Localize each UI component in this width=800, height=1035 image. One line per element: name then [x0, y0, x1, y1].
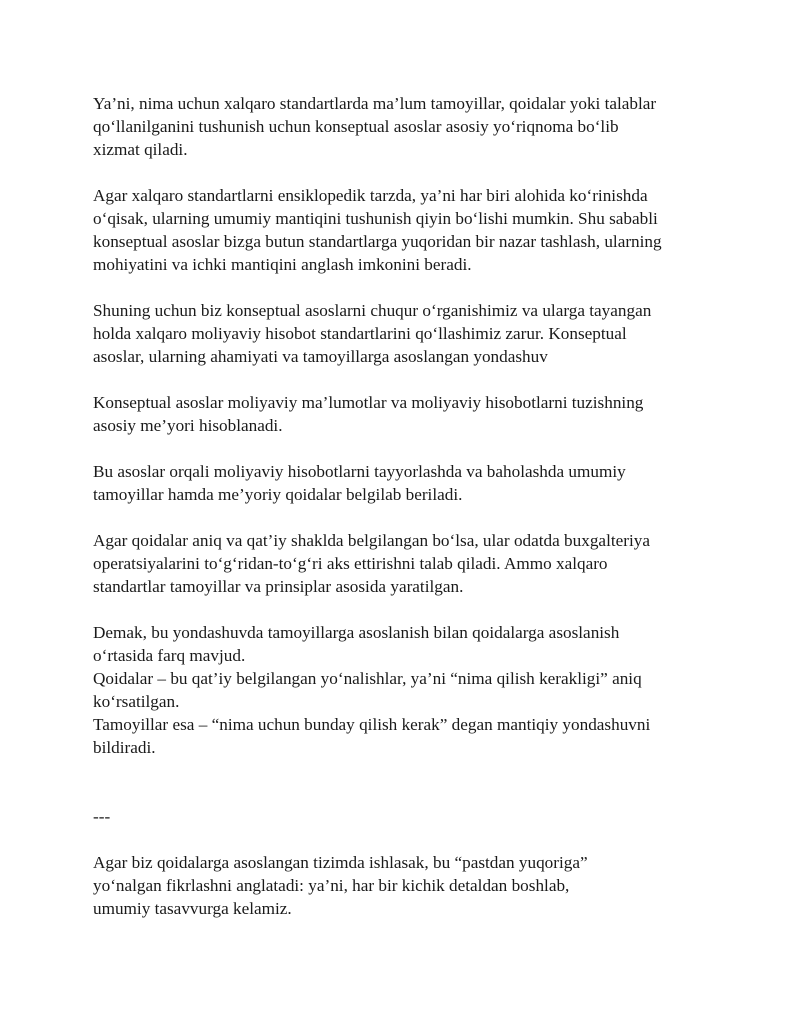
text-line: bildiradi.	[93, 738, 156, 757]
text-line: qo‘llanilganini tushunish uchun konseptual asoslar asosiy yo‘riqnoma bo‘lib	[93, 117, 619, 136]
text-line: holda xalqaro moliyaviy hisobot standartlarini qo‘llashimiz zarur. Konseptual	[93, 324, 627, 343]
text-line: konseptual asoslar bizga butun standartlarga yuqoridan bir nazar tashlash, ularning	[93, 232, 662, 251]
text-line: Demak, bu yondashuvda tamoyillarga asoslanish bilan qoidalarga asoslanish	[93, 623, 620, 642]
text-line: operatsiyalarini to‘g‘ridan-to‘g‘ri aks ettirishni talab qiladi. Ammo xalqaro	[93, 554, 608, 573]
text-line: yo‘nalgan fikrlashni anglatadi: ya’ni, har bir kichik detaldan boshlab,	[93, 876, 570, 895]
divider-text: ---	[93, 807, 111, 826]
text-line: Shuning uchun biz konseptual asoslarni chuqur o‘rganishimiz va ularga tayangan	[93, 301, 652, 320]
text-line: tamoyillar hamda me’yoriy qoidalar belgilab beriladi.	[93, 485, 463, 504]
text-line: o‘rtasida farq mavjud.	[93, 646, 246, 665]
text-line: asoslar, ularning ahamiyati va tamoyillarga asoslangan yondashuv	[93, 347, 548, 366]
paragraph-4	[93, 391, 713, 437]
section-divider	[93, 805, 713, 828]
text-line: mohiyatini va ichki mantiqini anglash imkonini beradi.	[93, 255, 472, 274]
paragraph-6	[93, 529, 713, 598]
text-line: Agar biz qoidalarga asoslangan tizimda ishlasak, bu “pastdan yuqoriga”	[93, 853, 588, 872]
text-line: ko‘rsatilgan.	[93, 692, 180, 711]
text-line: asosiy me’yori hisoblanadi.	[93, 416, 283, 435]
paragraph-7	[93, 621, 713, 759]
text-line: standartlar tamoyillar va prinsiplar asosida yaratilgan.	[93, 577, 464, 596]
text-line: o‘qisak, ularning umumiy mantiqini tushunish qiyin bo‘lishi mumkin. Shu sababli	[93, 209, 658, 228]
text-line: Ya’ni, nima uchun xalqaro standartlarda ma’lum tamoyillar, qoidalar yoki talablar	[93, 94, 657, 113]
paragraph-final	[93, 851, 713, 920]
text-line: Agar qoidalar aniq va qat’iy shaklda belgilangan bo‘lsa, ular odatda buxgalteriya	[93, 531, 650, 550]
paragraph-3	[93, 299, 713, 368]
document-body	[93, 92, 713, 943]
text-line: Qoidalar – bu qat’iy belgilangan yo‘nalishlar, ya’ni “nima qilish kerakligi” aniq	[93, 669, 642, 688]
text-line: Bu asoslar orqali moliyaviy hisobotlarni tayyorlashda va baholashda umumiy	[93, 462, 626, 481]
text-line: Tamoyillar esa – “nima uchun bunday qilish kerak” degan mantiqiy yondashuvni	[93, 715, 651, 734]
paragraph-2	[93, 184, 713, 276]
spacer	[93, 759, 713, 805]
text-line: umumiy tasavvurga kelamiz.	[93, 899, 292, 918]
text-line: xizmat qiladi.	[93, 140, 188, 159]
text-line: Agar xalqaro standartlarni ensiklopedik tarzda, ya’ni har biri alohida ko‘rinishda	[93, 186, 648, 205]
paragraph-5	[93, 460, 713, 506]
text-line: Konseptual asoslar moliyaviy ma’lumotlar va moliyaviy hisobotlarni tuzishning	[93, 393, 644, 412]
paragraph-1	[93, 92, 713, 161]
